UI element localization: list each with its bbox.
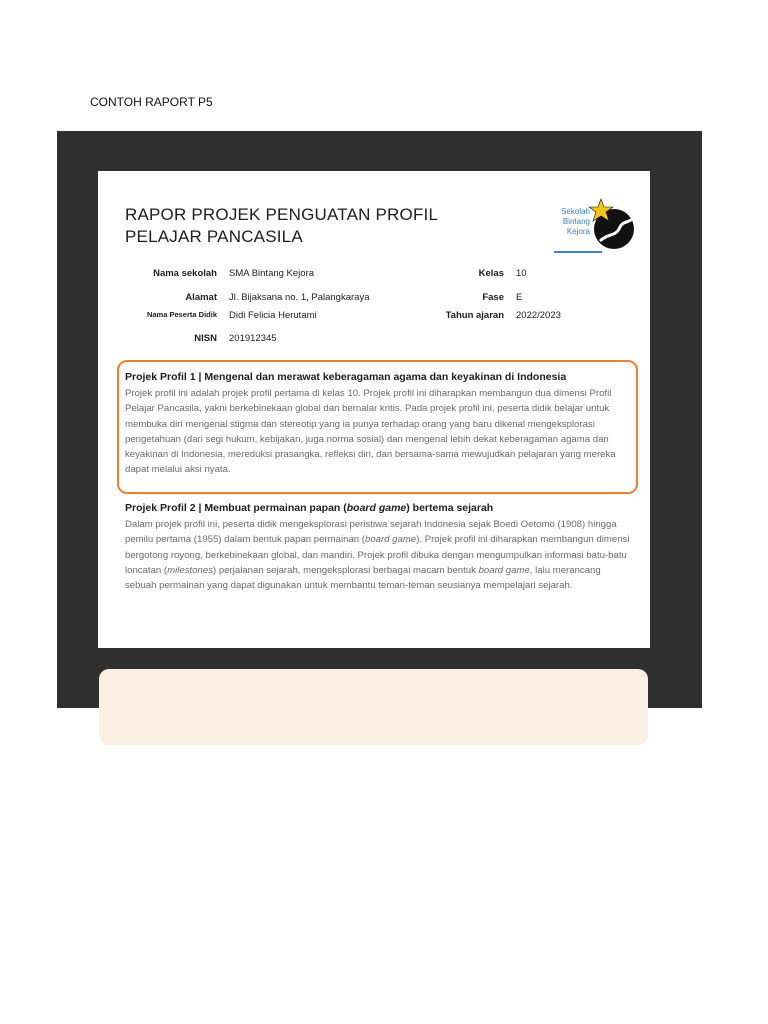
project2-text-4: , lalu merancang sebuah permainan yang dapat digunakan untuk membantu teman-teman seusianya mempelajari sejarah. <box>125 564 601 592</box>
report-title-line1: RAPOR PROJEK PENGUATAN PROFIL <box>125 205 439 224</box>
school-name-value: SMA Bintang Kejora <box>229 268 315 279</box>
project2-title-part2: ) bertema sejarah <box>406 502 494 514</box>
document-caption: CONTOH RAPORT P5 <box>90 95 213 109</box>
project2-text-1: Dalam projek profil ini, peserta didik mengeksplorasi peristiwa sejarah Indonesia sejak Boedi Oetomo (1908) hingga pemilu pertama (1955) dalam bentuk papan permainan ( <box>125 519 617 546</box>
peach-panel <box>99 669 648 745</box>
school-logo <box>548 195 638 255</box>
student-name-value: Didi Felicia Herutami <box>229 310 317 321</box>
address-label: Alamat <box>185 292 217 303</box>
report-title-line2: PELAJAR PANCASILA <box>125 227 303 246</box>
logo-text-line2: Bintang <box>562 217 590 226</box>
report-title <box>125 204 438 248</box>
academic-year-value: 2022/2023 <box>516 310 561 321</box>
nisn-value: 201912345 <box>229 333 277 344</box>
school-name-label: Nama sekolah <box>153 268 217 279</box>
phase-value: E <box>516 292 523 303</box>
logo-text-line1: Sekolah <box>561 207 590 216</box>
school-logo-text <box>548 207 590 237</box>
project2-text-3: ) perjalanan sejarah, mengeksplorasi berbagai macam bentuk <box>213 564 479 576</box>
phase-label: Fase <box>482 292 504 303</box>
logo-text-line3: Kejora <box>566 227 590 236</box>
academic-year-label: Tahun ajaran <box>445 310 504 321</box>
project2-emphasis-1: board game <box>364 534 417 546</box>
address-value: Jl. Bijaksana no. 1, Palangkaraya <box>229 292 370 303</box>
report-page <box>98 171 650 648</box>
project2-title-emphasis: board game <box>346 502 407 514</box>
project2-description <box>125 517 631 593</box>
project2-emphasis-3: board game <box>478 564 530 576</box>
student-name-label: Nama Peserta Didik <box>146 310 217 319</box>
project2-title <box>125 502 493 514</box>
project2-text-2: ). Projek profil ini diharapkan membangun dimensi bergotong royong, berkebinekaan global, dan mandiri. Projek profil dibuka dengan mengumpulkan informasi batu-batu loncatan ( <box>125 534 630 576</box>
nisn-label: NISN <box>194 333 217 344</box>
project2-emphasis-2: milestones <box>167 564 213 576</box>
class-value: 10 <box>516 268 527 279</box>
project2-title-part1: Projek Profil 2 | Membuat permainan papan ( <box>125 502 347 514</box>
star-moon-logo-icon <box>586 197 636 253</box>
project1-title: Projek Profil 1 | Mengenal dan merawat keberagaman agama dan keyakinan di Indonesia <box>125 371 567 383</box>
project1-description: Projek profil ini adalah projek profil pertama di kelas 10. Projek profil ini diharapkan membangun dua dimensi Profil Pelajar Pancasila, yakni berkebinekaan global dan bernalar kritis. Pada projek profil ini, peserta didik belajar untuk membuka diri mengenal stigma dan stereotip yang ia punya terhadap orang yang baru dikenal mengeksplorasi pengetahuan (dari segi hukum, kebijakan, juga norma sosial) dan mengenal lebih dekat keberagaman agama dan keyakinan di Indonesia, mereduksi prasangka, refleksi diri, dan bersama-sama mewujudkan pelajaran yang mereka dapat melalui aksi nyata. <box>125 388 616 476</box>
class-label: Kelas <box>478 268 504 279</box>
